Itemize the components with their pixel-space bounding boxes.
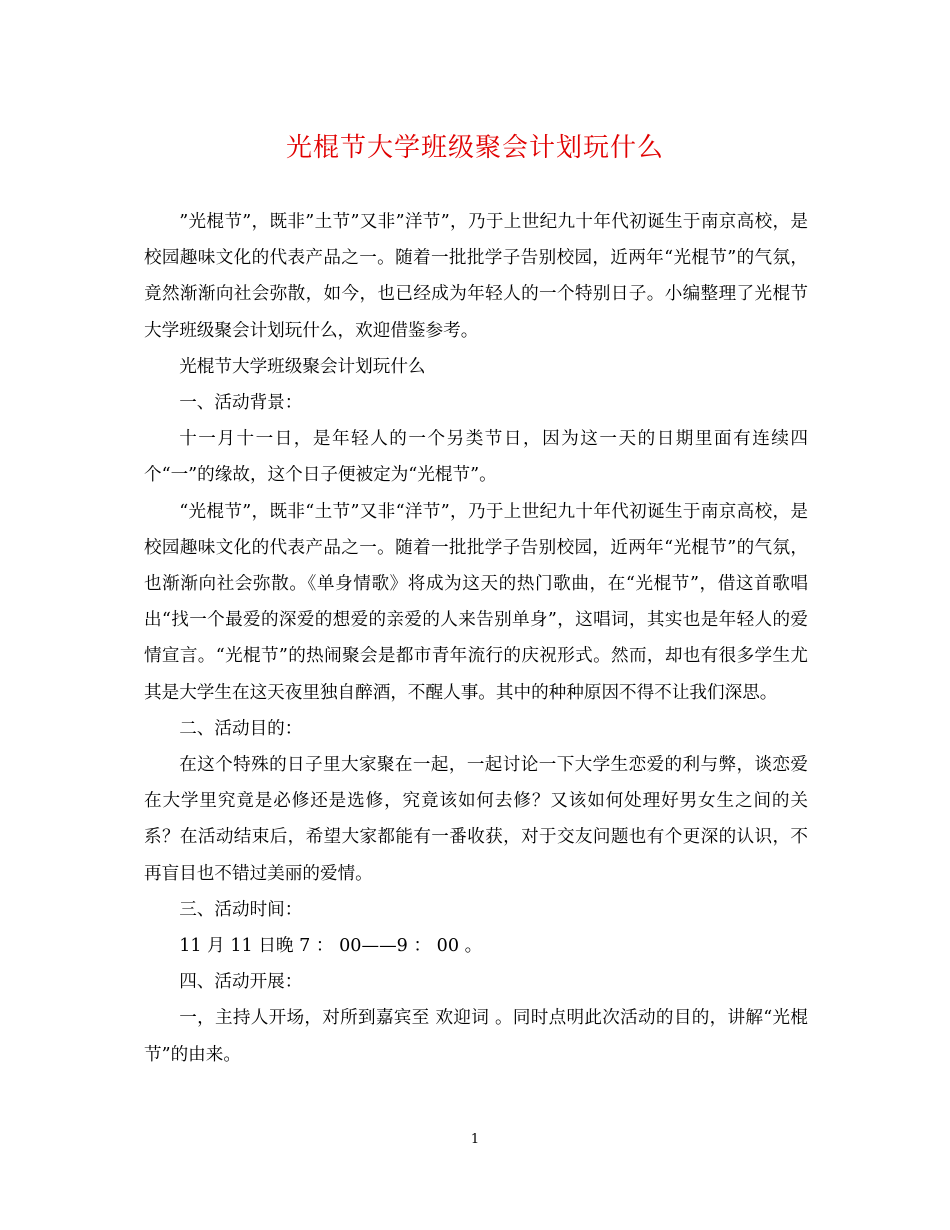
document-body — [144, 204, 808, 1073]
paragraph-intro: ”光棍节”，既非”土节”又非”洋节”，乃于上世纪九十年代初诞生于南京高校，是校园趣味文化的代表产品之一。随着一批批学子告别校园，近两年“光棍节”的气氛，竟然渐渐向社会弥散，如今，也已经成为年轻人的一个特别日子。小编整理了光棍节大学班级聚会计划玩什么，欢迎借鉴参考。 — [144, 212, 808, 341]
paragraph-activity-1: 一，主持人开场，对所到嘉宾至 欢迎词 。同时点明此次活动的目的，讲解“光棍节”的由来。 — [144, 1008, 808, 1065]
page-number: 1 — [470, 1132, 480, 1147]
section-heading-activities: 四、活动开展： — [179, 972, 303, 993]
paragraph-background-date: 十一月十一日，是年轻人的一个另类节日，因为这一天的日期里面有连续四个“一”的缘故，这个日子便被定为“光棍节”。 — [144, 429, 808, 486]
document-title: 光棍节大学班级聚会计划玩什么 — [285, 133, 664, 163]
section-heading-background: 一、活动背景： — [179, 393, 303, 414]
paragraph-background-detail: “光棍节”，既非“土节”又非“洋节”，乃于上世纪九十年代初诞生于南京高校，是校园趣味文化的代表产品之一。随着一批批学子告别校园，近两年“光棍节”的气氛，也渐渐向社会弥散。《单身情歌》将成为这天的热门歌曲，在“光棍节”，借这首歌唱出“找一个最爱的深爱的想爱的亲爱的人来告别单身”，这唱词，其实也是年轻人的爱情宣言。“光棍节”的热闹聚会是都市青年流行的庆祝形式。然而，却也有很多学生尤其是大学生在这天夜里独自醉酒，不醒人事。其中的种种原因不得不让我们深思。 — [144, 501, 808, 703]
paragraph-time: 11 月 11 日晚 7 ： 00——9 ： 00 。 — [179, 936, 483, 957]
paragraph-subtitle: 光棍节大学班级聚会计划玩什么 — [179, 356, 426, 377]
section-heading-purpose: 二、活动目的： — [179, 718, 303, 739]
paragraph-purpose: 在这个特殊的日子里大家聚在一起，一起讨论一下大学生恋爱的利与弊，谈恋爱在大学里究竟是必修还是选修，究竟该如何去修？又该如何处理好男女生之间的关系？在活动结束后，希望大家都能有一番收获，对于交友问题也有个更深的认识，不再盲目也不错过美丽的爱情。 — [144, 755, 808, 884]
section-heading-time: 三、活动时间： — [179, 899, 303, 920]
